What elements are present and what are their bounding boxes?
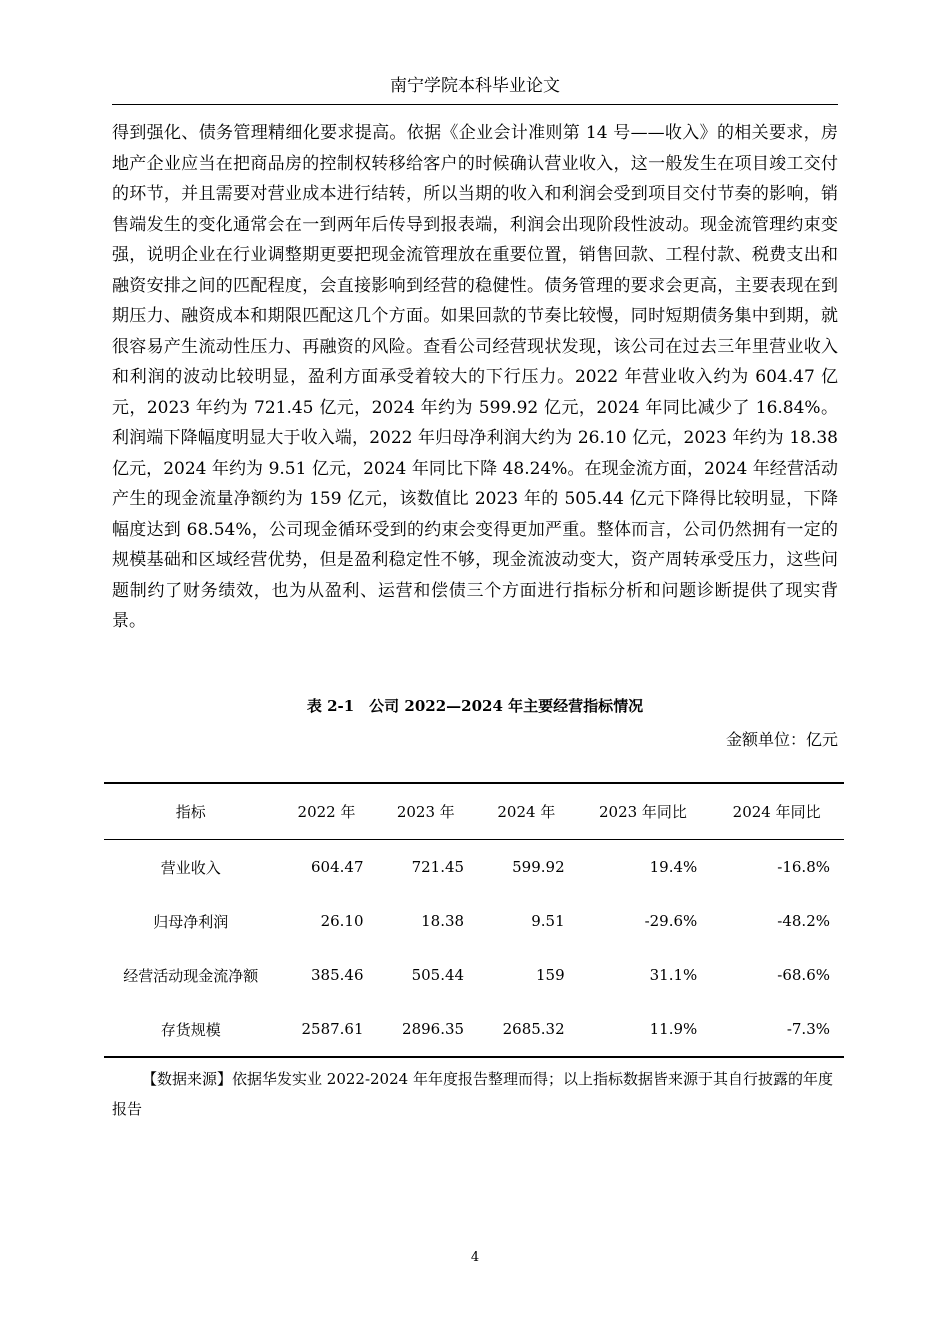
table-unit-note: 金额单位：亿元 (725, 730, 838, 749)
header-cell-2023: 2023 年 (396, 803, 455, 821)
table-cell: 归母净利润 (153, 912, 229, 931)
table-cell: -68.6% (777, 966, 830, 984)
header-cell-2023-yoy: 2023 年同比 (598, 803, 687, 821)
running-header: 南宁学院本科毕业论文 (390, 76, 560, 96)
table-cell: 599.92 (512, 858, 565, 876)
table-header-row (104, 783, 844, 840)
header-divider (112, 104, 838, 105)
header-cell-2024: 2024 年 (497, 803, 556, 821)
table-cell: 营业收入 (160, 858, 221, 877)
table-cell: 721.45 (411, 858, 465, 876)
table-cell: 2896.35 (402, 1020, 465, 1038)
body-text (112, 118, 838, 637)
table-cell: -16.8% (777, 858, 830, 876)
table-cell: 159 (536, 966, 565, 984)
table-cell: 2685.32 (502, 1020, 565, 1038)
table-cell: 2587.61 (301, 1020, 364, 1038)
table-caption: 表 2-1 公司 2022—2024 年主要经营指标情况 (306, 697, 644, 715)
header-cell-2022: 2022 年 (297, 803, 356, 821)
table-row (104, 1002, 844, 1057)
table-cell: 9.51 (531, 912, 565, 930)
table-cell: 26.10 (320, 912, 364, 930)
page-number: 4 (470, 1250, 480, 1265)
table-cell: 存货规模 (160, 1020, 221, 1039)
table-cell: 11.9% (649, 1020, 698, 1038)
table-cell: -48.2% (777, 912, 830, 930)
table-row (104, 948, 844, 1002)
body-paragraph: 得到强化、债务管理精细化要求提高。依据《企业会计准则第 14 号——收入》的相关要求，房地产企业应当在把商品房的控制权转移给客户的时候确认营业收入，这一般发生在项目竣工交付的环节，并且需要对营业成本进行结转，所以当期的收入和利润会受到项目交付节奏的影响，销售端发生的变化通常会在一到两年后传导到报表端，利润会出现阶段性波动。现金流管理约束变强，说明企业在行业调整期更要把现金流管理放在重要位置，销售回款、工程付款、税费支出和融资安排之间的匹配程度，会直接影响到经营的稳健性。债务管理的要求会更高，主要表现在到期压力、融资成本和期限匹配这几个方面。如果回款的节奏比较慢，同时短期债务集中到期，就很容易产生流动性压力、再融资的风险。查看公司经营现状发现，该公司在过去三年里营业收入和利润的波动比较明显，盈利方面承受着较大的下行压力。2022 年营业收入约为 604.47 亿元，2023 年约为 721.45 亿元，2024 年约为 599.92 亿元，2024 年同比减少了 16.84%。利润端下降幅度明显大于收入端，2022 年归母净利润大约为 26.10 亿元，2023 年约为 18.38 亿元，2024 年约为 9.51 亿元，2024 年同比下降 48.24%。在现金流方面，2024 年经营活动产生的现金流量净额约为 159 亿元，该数值比 2023 年的 505.44 亿元下降得比较明显，下降幅度达到 68.54%，公司现金循环受到的约束会变得更加严重。整体而言，公司仍然拥有一定的规模基础和区域经营优势，但是盈利稳定性不够，现金流波动变大，资产周转承受压力，这些问题制约了财务绩效，也为从盈利、运营和偿债三个方面进行指标分析和问题诊断提供了现实背景。 (112, 123, 838, 631)
table-cell: 经营活动现金流净额 (123, 966, 259, 985)
table-source-note: 【数据来源】依据华发实业 2022-2024 年年度报告整理而得；以上指标数据皆来源于其自行披露的年度报告 (112, 1070, 833, 1118)
table-cell: 31.1% (649, 966, 698, 984)
table-cell: 19.4% (649, 858, 698, 876)
header-cell-2024-yoy: 2024 年同比 (732, 803, 821, 821)
table-row (104, 840, 844, 895)
table-row (104, 894, 844, 948)
table-cell: 385.46 (311, 966, 364, 984)
header-cell-indicator: 指标 (175, 803, 206, 821)
indicator-table (104, 782, 844, 1058)
table-cell: -29.6% (644, 912, 698, 930)
table-cell: 505.44 (411, 966, 465, 984)
table-cell: 18.38 (421, 912, 465, 930)
table-cell: -7.3% (786, 1020, 830, 1038)
table-cell: 604.47 (311, 858, 364, 876)
